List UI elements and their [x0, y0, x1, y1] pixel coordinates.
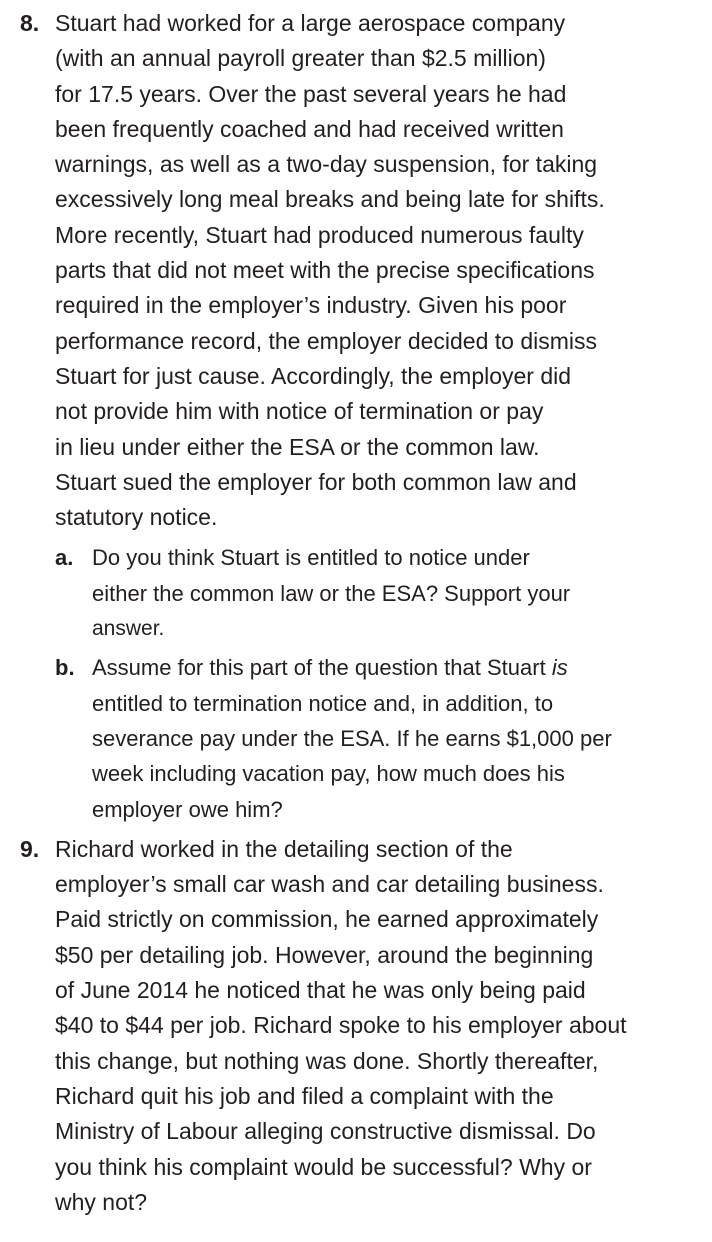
- text-line: this change, but nothing was done. Shortly thereafter,: [55, 1047, 599, 1074]
- text-line: $40 to $44 per job. Richard spoke to his employer about: [55, 1012, 627, 1039]
- text-line: week including vacation pay, how much does his: [92, 761, 565, 787]
- text-line: in lieu under either the ESA or the common law.: [55, 433, 540, 460]
- sub-question-a: [55, 540, 682, 646]
- question-8: [0, 6, 712, 827]
- text-line: More recently, Stuart had produced numerous faulty: [55, 221, 584, 248]
- text-line: $50 per detailing job. However, around the beginning: [55, 941, 594, 968]
- text-line: of June 2014 he noticed that he was only being paid: [55, 977, 586, 1004]
- text-line: answer.: [92, 617, 165, 641]
- sub-question-letter: b.: [55, 655, 75, 681]
- text-line: Stuart sued the employer for both common law and: [55, 468, 577, 495]
- question-text: [55, 832, 682, 1220]
- text-line: either the common law or the ESA? Support your: [92, 580, 571, 606]
- text-line: warnings, as well as a two-day suspension, for taking: [55, 151, 598, 178]
- text-line: Do you think Stuart is entitled to notice under: [92, 545, 530, 571]
- text-line: been frequently coached and had received written: [55, 115, 564, 142]
- sub-question-text: [92, 650, 682, 826]
- text-line: Richard worked in the detailing section of the: [55, 835, 513, 862]
- emphasized-word: is: [551, 655, 568, 681]
- text-line: entitled to termination notice and, in addition, to: [92, 690, 554, 716]
- text-line: you think his complaint would be successful? Why or: [55, 1153, 592, 1180]
- text-line: for 17.5 years. Over the past several years he had: [55, 80, 567, 107]
- text-line: Paid strictly on commission, he earned approximately: [55, 906, 599, 933]
- text-line: Richard quit his job and filed a complaint with the: [55, 1082, 554, 1109]
- question-text: [55, 6, 682, 535]
- text-line: employer owe him?: [92, 796, 283, 822]
- question-number: 8.: [20, 10, 40, 36]
- text-line: required in the employer’s industry. Given his poor: [55, 292, 567, 319]
- sub-question-b: [55, 650, 682, 826]
- question-number: 9.: [20, 835, 40, 862]
- text-line: (with an annual payroll greater than $2.5 million): [55, 45, 546, 72]
- text-line: severance pay under the ESA. If he earns $1,000 per: [92, 725, 612, 751]
- text-line: Stuart for just cause. Accordingly, the employer did: [55, 362, 572, 389]
- text-line: why not?: [55, 1188, 148, 1215]
- sub-question-letter: a.: [55, 545, 74, 571]
- text-line: performance record, the employer decided to dismiss: [55, 327, 598, 354]
- text-line: statutory notice.: [55, 504, 218, 531]
- sub-questions: [55, 540, 682, 826]
- text-line: Stuart had worked for a large aerospace company: [55, 10, 566, 36]
- sub-question-text: [92, 540, 682, 646]
- text-line: excessively long meal breaks and being late for shifts.: [55, 186, 605, 213]
- text-line: employer’s small car wash and car detailing business.: [55, 871, 604, 898]
- text-run: Assume for this part of the question that Stuart: [92, 655, 552, 681]
- text-line: not provide him with notice of termination or pay: [55, 398, 544, 425]
- question-9: [0, 832, 712, 1220]
- text-line: [92, 650, 682, 685]
- text-line: parts that did not meet with the precise specifications: [55, 257, 595, 284]
- text-line: Ministry of Labour alleging constructive dismissal. Do: [55, 1118, 596, 1145]
